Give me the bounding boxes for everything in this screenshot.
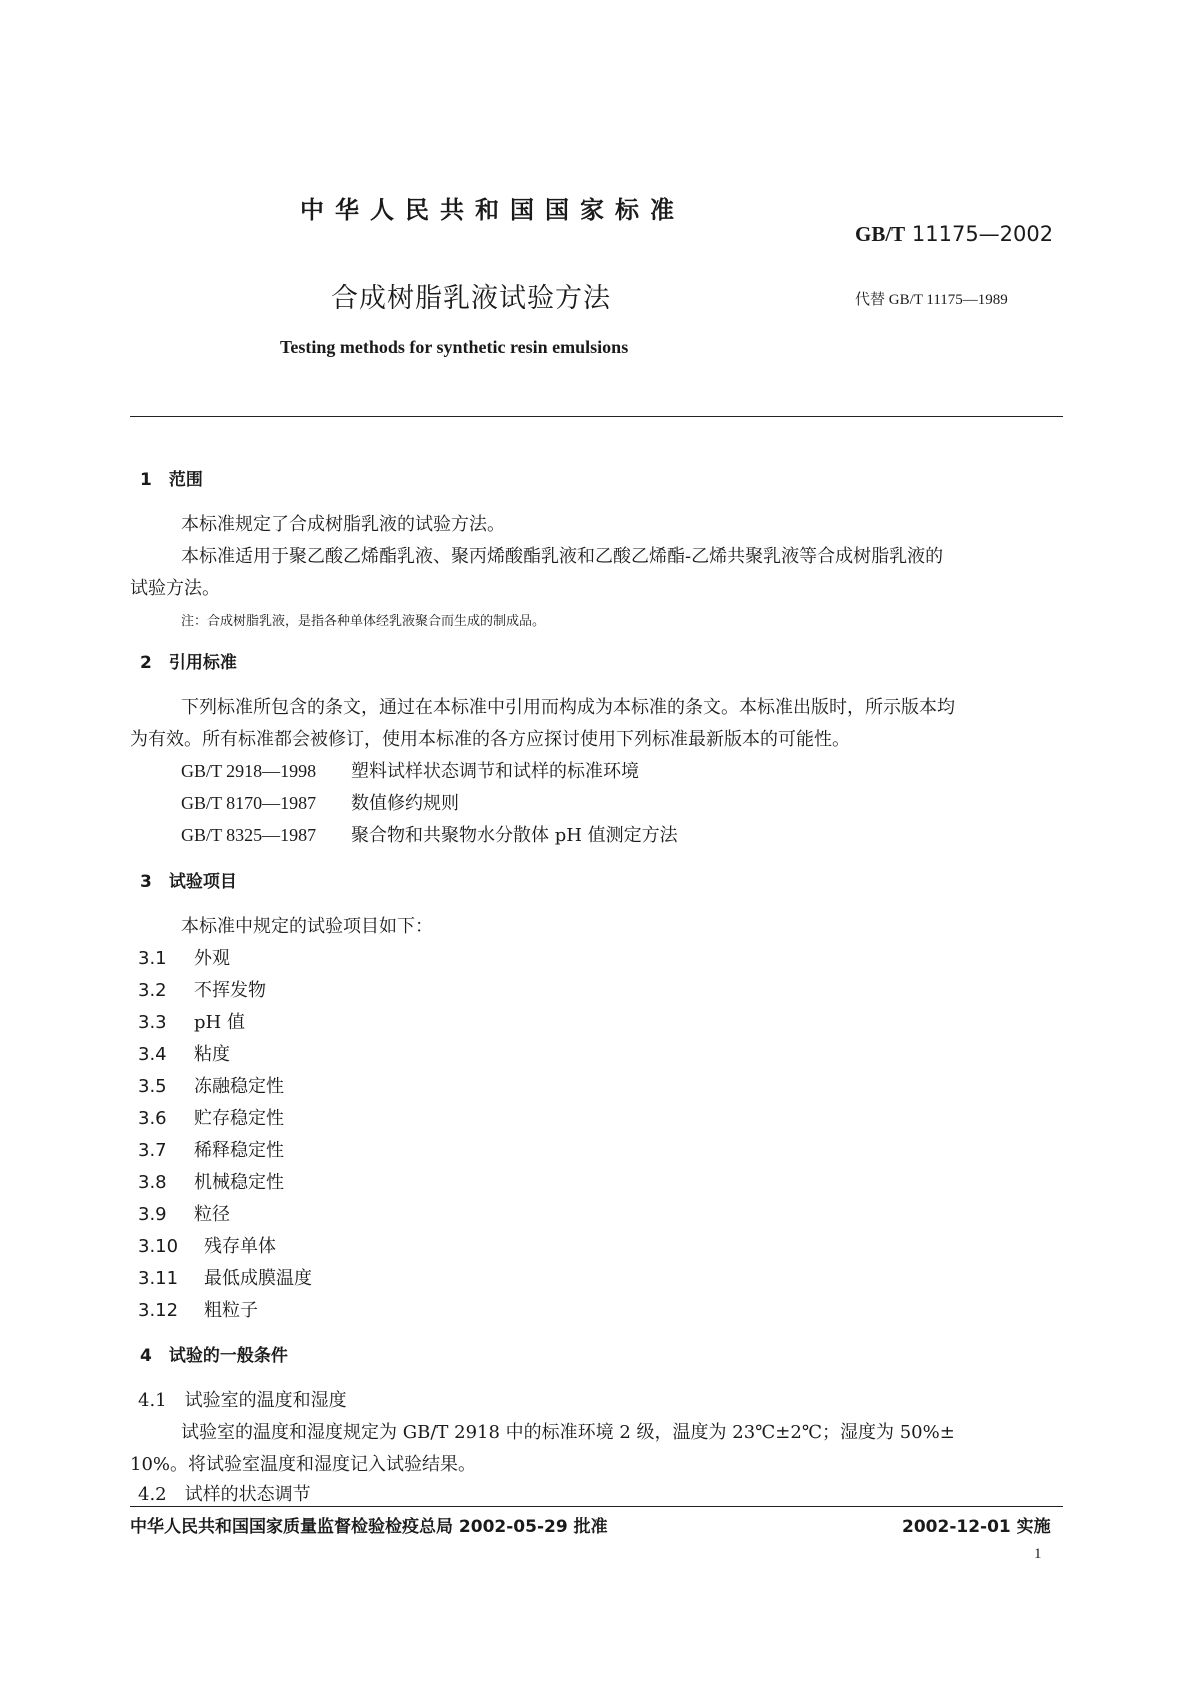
page-number: 1 [1034, 1546, 1042, 1562]
item-number: 3.5 [138, 1076, 167, 1097]
reference-item [181, 789, 459, 815]
standard-code [855, 222, 1053, 247]
item-label: 粒径 [194, 1204, 230, 1225]
item-label: 稀释稳定性 [194, 1140, 284, 1161]
replaces-standard: 代替 GB/T 11175—1989 [855, 292, 1008, 308]
item-number: 3.8 [138, 1172, 167, 1193]
item-number: 3.12 [138, 1300, 179, 1321]
item-number: 3.7 [138, 1140, 167, 1161]
note: 注：合成树脂乳液，是指各种单体经乳液聚合而生成的制成品。 [181, 614, 546, 629]
paragraph: 本标准中规定的试验项目如下： [181, 916, 433, 937]
list-item [138, 1008, 245, 1034]
item-label: 粘度 [194, 1044, 230, 1065]
item-label: 残存单体 [204, 1236, 276, 1257]
issuing-authority: 中华人民共和国国家质量监督检验检疫总局 2002-05-29 批准 [130, 1517, 608, 1537]
item-number: 3.9 [138, 1204, 167, 1225]
effective-date: 2002-12-01 实施 [902, 1517, 1051, 1537]
list-item [138, 1200, 230, 1226]
document-title-en: Testing methods for synthetic resin emulsions [280, 337, 629, 357]
document-title-zh: 合成树脂乳液试验方法 [331, 283, 611, 314]
reference-code: GB/T 2918—1998 [181, 761, 317, 781]
reference-item [181, 821, 678, 847]
list-item [138, 1264, 312, 1290]
item-number: 3.2 [138, 980, 167, 1001]
paragraph: 10%。将试验室温度和湿度记入试验结果。 [130, 1454, 477, 1475]
section-heading-scope: 1 范围 [140, 470, 203, 490]
header-divider [130, 416, 1063, 417]
reference-title: 数值修约规则 [351, 793, 459, 814]
list-item [138, 1136, 284, 1162]
item-number: 3.6 [138, 1108, 167, 1129]
paragraph: 试验方法。 [130, 578, 220, 599]
list-item [138, 944, 230, 970]
standard-code-number: 11175—2002 [911, 222, 1054, 246]
paragraph: 本标准适用于聚乙酸乙烯酯乳液、聚丙烯酸酯乳液和乙酸乙烯酯-乙烯共聚乳液等合成树脂乳液的 [181, 546, 944, 567]
item-number: 3.4 [138, 1044, 167, 1065]
item-number: 3.10 [138, 1236, 179, 1257]
subsection-heading: 4.2 试样的状态调节 [138, 1484, 311, 1505]
list-item [138, 976, 266, 1002]
country-standard-title: 中华人民共和国国家标准 [300, 196, 685, 224]
item-label: 机械稳定性 [194, 1172, 284, 1193]
item-label: 冻融稳定性 [194, 1076, 284, 1097]
paragraph: 本标准规定了合成树脂乳液的试验方法。 [181, 514, 505, 535]
reference-title: 塑料试样状态调节和试样的标准环境 [351, 761, 639, 782]
paragraph: 为有效。所有标准都会被修订，使用本标准的各方应探讨使用下列标准最新版本的可能性。 [130, 729, 850, 750]
paragraph: 下列标准所包含的条文，通过在本标准中引用而构成为本标准的条文。本标准出版时，所示版本均 [181, 697, 955, 718]
list-item [138, 1168, 284, 1194]
list-item [138, 1232, 276, 1258]
subsection-heading: 4.1 试验室的温度和湿度 [138, 1390, 347, 1411]
item-label: 不挥发物 [194, 980, 266, 1001]
standard-code-prefix: GB/T [855, 222, 906, 246]
item-label: pH 值 [194, 1012, 245, 1033]
list-item [138, 1296, 258, 1322]
item-number: 3.11 [138, 1268, 179, 1289]
list-item [138, 1040, 230, 1066]
paragraph: 试验室的温度和湿度规定为 GB/T 2918 中的标准环境 2 级，温度为 23℃±2℃；湿度为 50%± [181, 1422, 955, 1443]
section-heading-test-items: 3 试验项目 [140, 872, 237, 892]
item-label: 外观 [194, 948, 230, 969]
list-item [138, 1104, 284, 1130]
reference-code: GB/T 8325—1987 [181, 825, 317, 845]
reference-code: GB/T 8170—1987 [181, 793, 317, 813]
reference-title: 聚合物和共聚物水分散体 pH 值测定方法 [351, 825, 678, 846]
item-label: 最低成膜温度 [204, 1268, 312, 1289]
list-item [138, 1072, 284, 1098]
footer-divider [130, 1506, 1063, 1507]
section-heading-references: 2 引用标准 [140, 653, 237, 673]
section-heading-general-conditions: 4 试验的一般条件 [140, 1346, 288, 1366]
item-number: 3.3 [138, 1012, 167, 1033]
item-label: 粗粒子 [204, 1300, 258, 1321]
reference-item [181, 757, 639, 783]
item-label: 贮存稳定性 [194, 1108, 284, 1129]
item-number: 3.1 [138, 948, 167, 969]
